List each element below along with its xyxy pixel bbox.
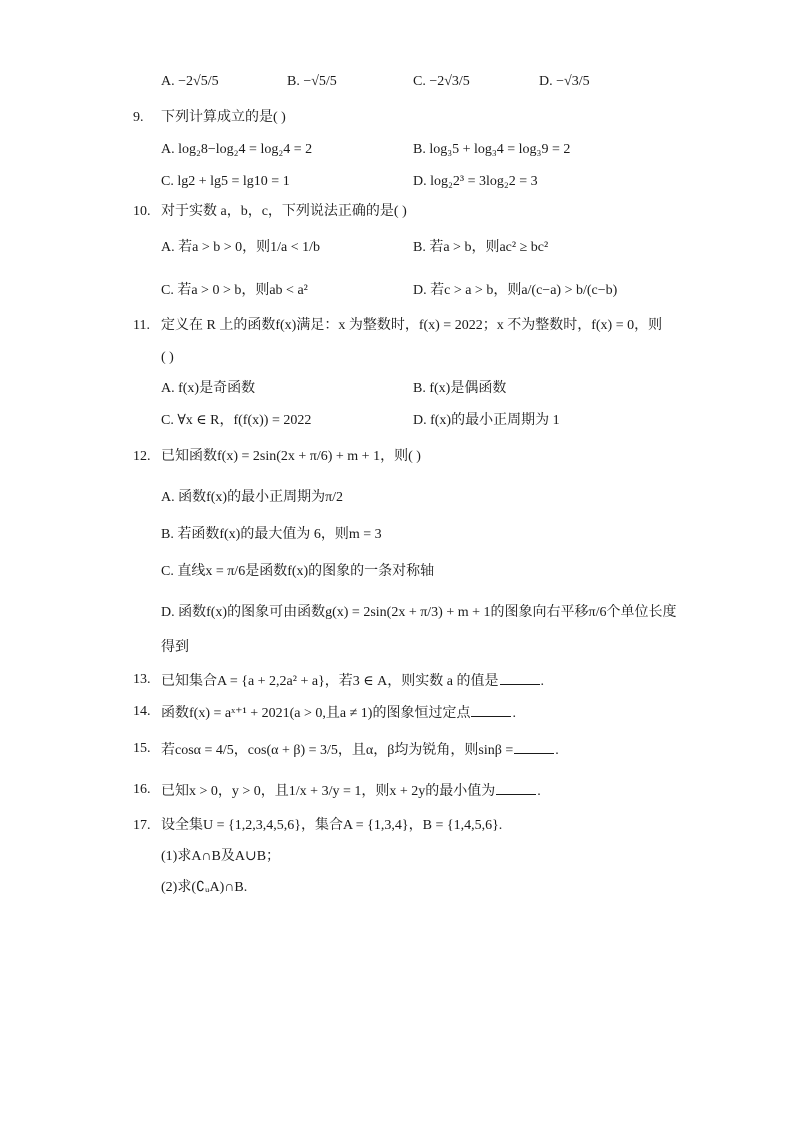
q13-number: 13. — [133, 672, 151, 687]
q10-option-d: D. 若c > a > b，则a/(c−a) > b/(c−b) — [413, 283, 618, 298]
q17-part2: (2)求(∁ᵤA)∩B. — [161, 880, 248, 895]
q12-option-c: C. 直线x = π/6是函数f(x)的图象的一条对称轴 — [161, 564, 435, 579]
q12-stem: 已知函数f(x) = 2sin(2x + π/6) + m + 1，则( ) — [161, 449, 421, 464]
q9-option-b: B. log₃5 + log₃4 = log₃9 = 2 — [413, 142, 571, 157]
q13-text: 已知集合A = {a + 2,2a² + a}，若3 ∈ A，则实数 a 的值是 — [161, 674, 499, 689]
q9-option-a: A. log₂8−log₂4 = log₂4 = 2 — [161, 142, 313, 157]
q12-option-d-line2: 得到 — [161, 640, 189, 655]
q12-option-d-line1: D. 函数f(x)的图象可由函数g(x) = 2sin(2x + π/3) + m + 1的图象向右平移π/6个单位长度 — [161, 605, 677, 620]
q14-answer-blank[interactable] — [471, 702, 511, 717]
q16-period: . — [537, 784, 541, 799]
q10-option-a: A. 若a > b > 0，则1/a < 1/b — [161, 240, 321, 255]
q16-number: 16. — [133, 782, 151, 797]
q10-stem: 对于实数 a，b，c，下列说法正确的是( ) — [161, 204, 407, 219]
q12-option-a: A. 函数f(x)的最小正周期为π/2 — [161, 490, 344, 505]
q11-option-b: B. f(x)是偶函数 — [413, 381, 507, 396]
q11-number: 11. — [133, 318, 150, 333]
q11-option-d: D. f(x)的最小正周期为 1 — [413, 413, 560, 428]
q13-answer-blank[interactable] — [500, 670, 540, 685]
q15-answer-blank[interactable] — [514, 739, 554, 754]
q12-number: 12. — [133, 449, 151, 464]
q11-option-c: C. ∀x ∈ R，f(f(x)) = 2022 — [161, 413, 312, 428]
q14-period: . — [512, 706, 516, 721]
q16-text: 已知x > 0，y > 0，且1/x + 3/y = 1，则x + 2y的最小值为 — [161, 784, 496, 799]
q16-stem — [161, 780, 541, 802]
q9-number: 9. — [133, 110, 144, 125]
q13-stem — [161, 670, 544, 692]
q10-number: 10. — [133, 204, 151, 219]
q9-option-c: C. lg2 + lg5 = lg10 = 1 — [161, 174, 290, 189]
q8-option-c: C. −2√3/5 — [413, 74, 470, 89]
q17-number: 17. — [133, 818, 151, 833]
q11-option-a: A. f(x)是奇函数 — [161, 381, 256, 396]
q16-answer-blank[interactable] — [496, 780, 536, 795]
q11-stem-line2: ( ) — [161, 350, 174, 365]
q15-period: . — [555, 743, 559, 758]
q13-period: . — [540, 674, 544, 689]
q17-part1: (1)求A∩B及A∪B； — [161, 849, 281, 864]
q15-number: 15. — [133, 741, 151, 756]
q8-option-d: D. −√3/5 — [539, 74, 590, 89]
q12-option-b: B. 若函数f(x)的最大值为 6，则m = 3 — [161, 527, 382, 542]
q9-stem: 下列计算成立的是( ) — [161, 110, 286, 125]
q11-stem-line1: 定义在 R 上的函数f(x)满足：x 为整数时，f(x) = 2022；x 不为整数时，f(x) = 0，则 — [161, 318, 663, 333]
q8-option-b: B. −√5/5 — [287, 74, 337, 89]
q8-option-a: A. −2√5/5 — [161, 74, 219, 89]
q15-text: 若cosα = 4/5，cos(α + β) = 3/5，且α，β均为锐角，则sinβ = — [161, 743, 514, 758]
q10-option-c: C. 若a > 0 > b，则ab < a² — [161, 283, 308, 298]
q14-text: 函数f(x) = aˣ⁺¹ + 2021(a > 0,且a ≠ 1)的图象恒过定点 — [161, 706, 471, 721]
q15-stem — [161, 739, 559, 761]
q14-stem — [161, 702, 516, 724]
q14-number: 14. — [133, 704, 151, 719]
q10-option-b: B. 若a > b，则ac² ≥ bc² — [413, 240, 549, 255]
q9-option-d: D. log₂2³ = 3log₂2 = 3 — [413, 174, 538, 189]
q17-stem: 设全集U = {1,2,3,4,5,6}，集合A = {1,3,4}，B = {1,4,5,6}. — [161, 818, 503, 833]
